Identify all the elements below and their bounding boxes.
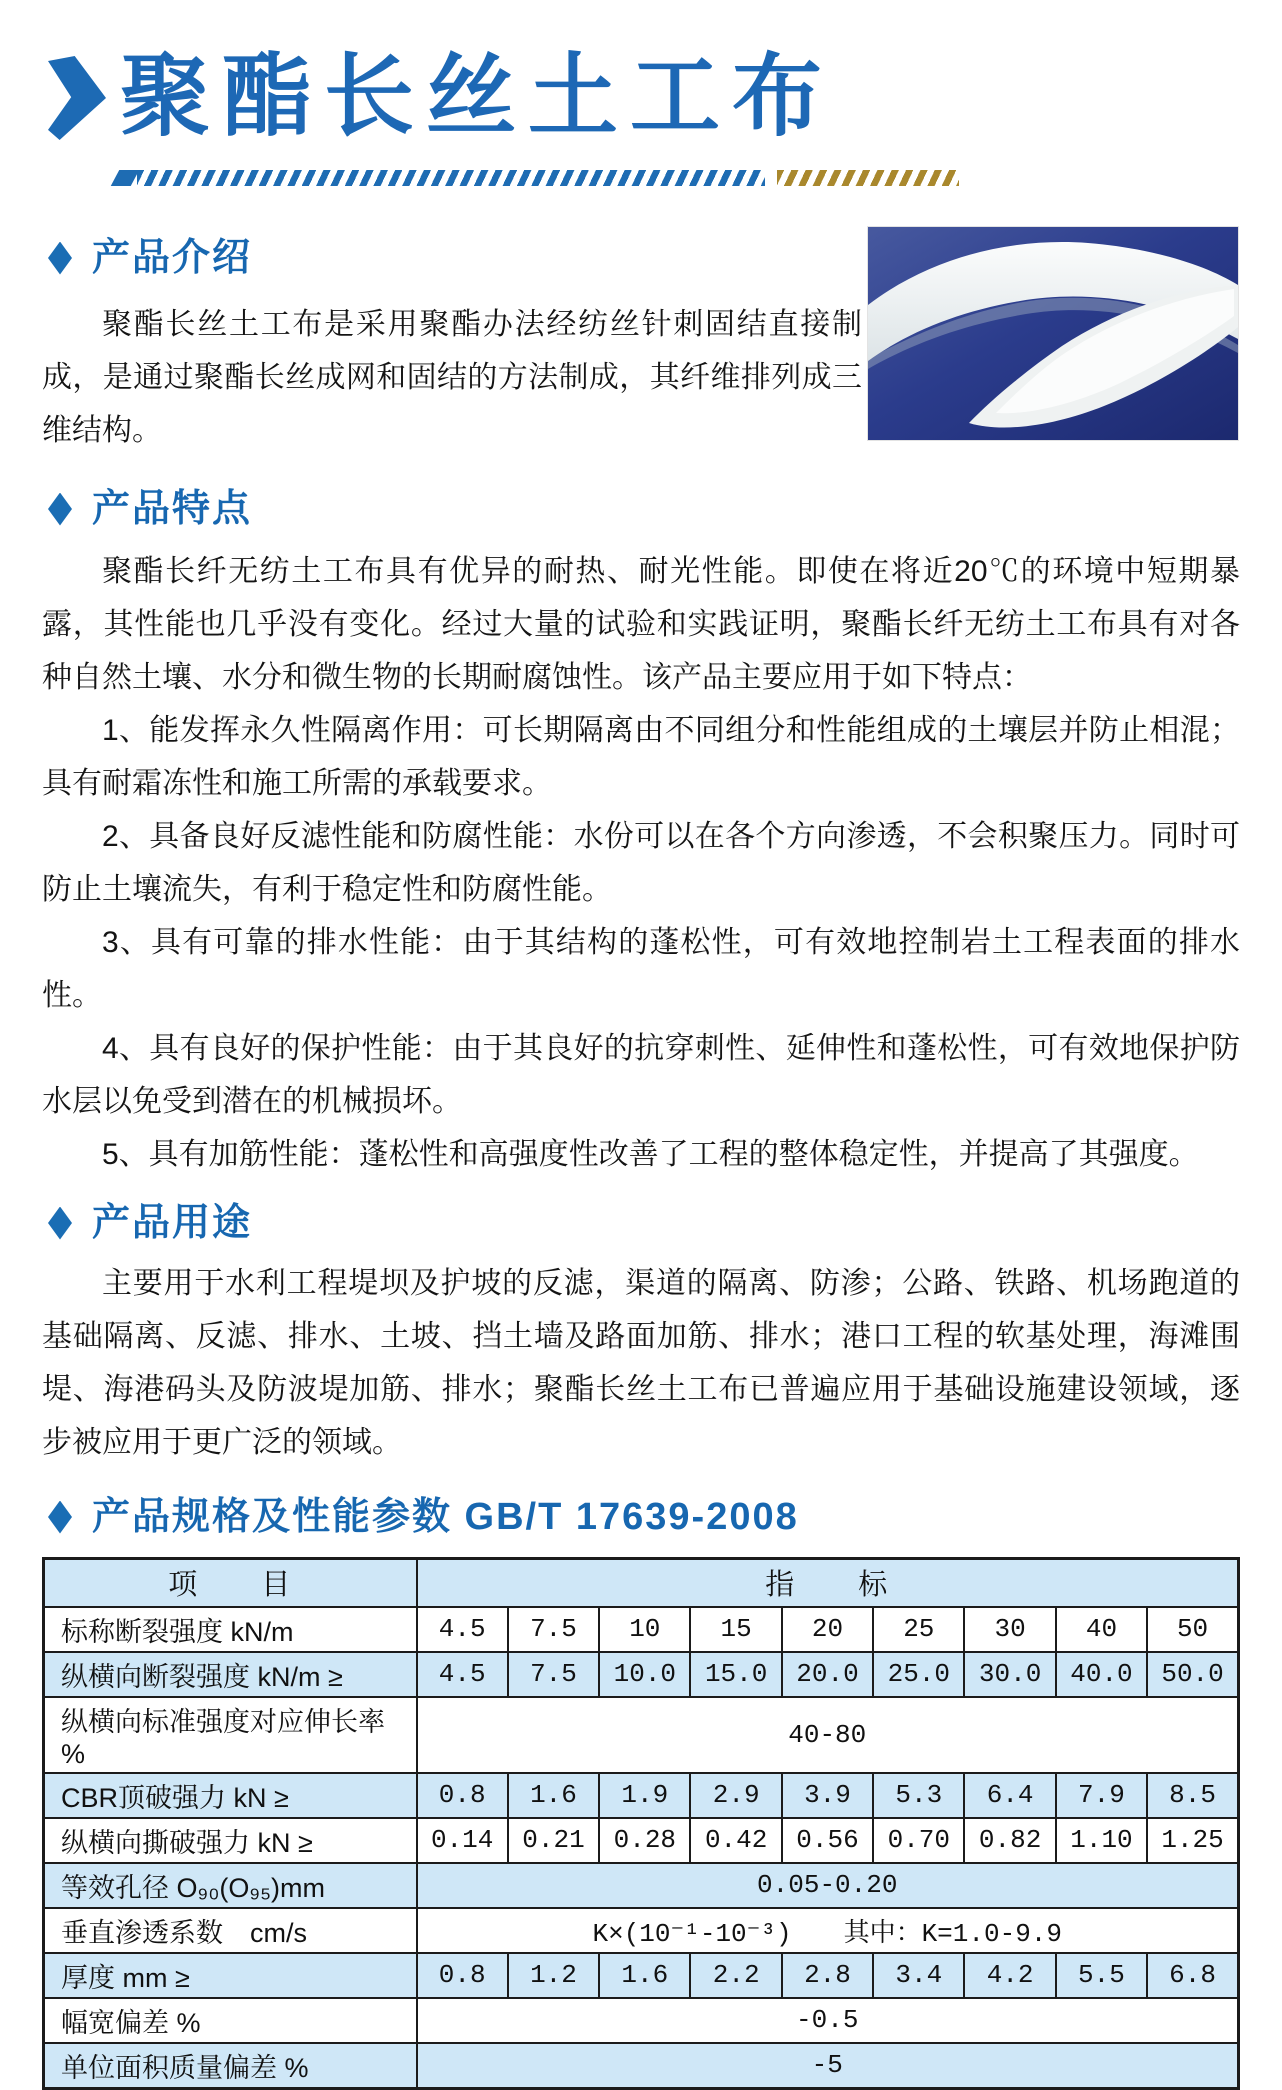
spec-value-cell: 0.70 bbox=[873, 1818, 964, 1863]
features-paragraph: 1、能发挥永久性隔离作用：可长期隔离由不同组分和性能组成的土壤层并防止相混；具有耐霜冻性和施工所需的承载要求。 bbox=[42, 714, 1240, 800]
spec-header-item: 项 目 bbox=[44, 1559, 417, 1607]
spec-value-cell: 4.2 bbox=[964, 1953, 1055, 1998]
spec-table-row bbox=[44, 1998, 1239, 2043]
spec-row-label: 标称断裂强度 kN/m bbox=[44, 1607, 417, 1652]
intro-paragraph: 聚酯长丝土工布是采用聚酯办法经纺丝针刺固结直接制成，是通过聚酯长丝成网和固结的方法制成，其纤维排列成三维结构。 bbox=[42, 308, 862, 447]
spec-value-cell: 2.8 bbox=[782, 1953, 873, 1998]
spec-value-cell: 6.8 bbox=[1147, 1953, 1238, 1998]
diamond-icon bbox=[48, 493, 72, 526]
product-photo bbox=[868, 227, 1238, 440]
spec-table-row bbox=[44, 1773, 1239, 1818]
spec-value-cell: 0.21 bbox=[508, 1818, 599, 1863]
diamond-icon bbox=[48, 1207, 72, 1240]
spec-value-cell: 25.0 bbox=[873, 1652, 964, 1697]
spec-span-cell: 0.05-0.20 bbox=[417, 1863, 1239, 1908]
divider-gold-hatch bbox=[777, 170, 959, 186]
spec-value-cell: 3.9 bbox=[782, 1773, 873, 1818]
uses-heading-text: 产品用途 bbox=[92, 1202, 253, 1244]
spec-value-cell: 20 bbox=[782, 1607, 873, 1652]
spec-span-cell: -0.5 bbox=[417, 1998, 1239, 2043]
spec-value-cell: 3.4 bbox=[873, 1953, 964, 1998]
divider-gap bbox=[765, 170, 777, 186]
spec-value-cell: 2.2 bbox=[690, 1953, 781, 1998]
diamond-icon bbox=[48, 242, 72, 275]
uses-paragraphs bbox=[42, 1257, 1240, 1469]
spec-table-row bbox=[44, 2043, 1239, 2089]
spec-value-cell: 0.14 bbox=[417, 1818, 508, 1863]
spec-row-label: 厚度 mm ≥ bbox=[44, 1953, 417, 1998]
spec-table-row bbox=[44, 1652, 1239, 1697]
spec-value-cell: 1.2 bbox=[508, 1953, 599, 1998]
spec-table-row bbox=[44, 1908, 1239, 1953]
spec-value-cell: 40 bbox=[1056, 1607, 1147, 1652]
spec-value-cell: 10.0 bbox=[599, 1652, 690, 1697]
spec-value-cell: 7.5 bbox=[508, 1652, 599, 1697]
spec-span-cell: -5 bbox=[417, 2043, 1239, 2089]
spec-row-label: 纵横向断裂强度 kN/m ≥ bbox=[44, 1652, 417, 1697]
divider-cap bbox=[111, 170, 140, 186]
features-paragraph: 2、具备良好反滤性能和防腐性能：水份可以在各个方向渗透，不会积聚压力。同时可防止土壤流失，有利于稳定性和防腐性能。 bbox=[42, 820, 1240, 906]
spec-value-cell: 7.9 bbox=[1056, 1773, 1147, 1818]
uses-heading bbox=[42, 1197, 1240, 1249]
spec-value-cell: 50.0 bbox=[1147, 1652, 1238, 1697]
spec-value-cell: 1.9 bbox=[599, 1773, 690, 1818]
spec-value-cell: 0.56 bbox=[782, 1818, 873, 1863]
spec-value-cell: 0.8 bbox=[417, 1953, 508, 1998]
spec-value-cell: 30 bbox=[964, 1607, 1055, 1652]
spec-row-label: CBR顶破强力 kN ≥ bbox=[44, 1773, 417, 1818]
spec-header-indicator: 指 标 bbox=[417, 1559, 1239, 1607]
features-paragraph: 5、具有加筋性能：蓬松性和高强度性改善了工程的整体稳定性，并提高了其强度。 bbox=[102, 1138, 1199, 1171]
spec-value-cell: 1.10 bbox=[1056, 1818, 1147, 1863]
spec-value-cell: 5.3 bbox=[873, 1773, 964, 1818]
page-title: 聚酯长丝土工布 bbox=[120, 48, 834, 147]
spec-value-cell: 30.0 bbox=[964, 1652, 1055, 1697]
spec-table-row bbox=[44, 1697, 1239, 1773]
features-paragraphs bbox=[42, 545, 1240, 1181]
spec-span-cell: K×(10⁻¹-10⁻³) 其中：K=1.0-9.9 bbox=[417, 1908, 1239, 1953]
spec-value-cell: 1.6 bbox=[599, 1953, 690, 1998]
intro-heading-text: 产品介绍 bbox=[92, 237, 253, 279]
diamond-icon bbox=[48, 1501, 72, 1534]
spec-value-cell: 1.25 bbox=[1147, 1818, 1238, 1863]
features-paragraph: 4、具有良好的保护性能：由于其良好的抗穿刺性、延伸性和蓬松性，可有效地保护防水层以免受到潜在的机械损坏。 bbox=[42, 1032, 1240, 1118]
spec-value-cell: 5.5 bbox=[1056, 1953, 1147, 1998]
spec-row-label: 幅宽偏差 % bbox=[44, 1998, 417, 2043]
spec-span-cell: 40-80 bbox=[417, 1697, 1239, 1773]
hatched-divider bbox=[115, 170, 1240, 186]
features-paragraph: 聚酯长纤无纺土工布具有优异的耐热、耐光性能。即使在将近20℃的环境中短期暴露，其性能也几乎没有变化。经过大量的试验和实践证明，聚酯长纤无纺土工布具有对各种自然土壤、水分和微生物的长期耐腐蚀性。该产品主要应用于如下特点： bbox=[42, 555, 1240, 694]
spec-table-row bbox=[44, 1953, 1239, 1998]
features-paragraph: 3、具有可靠的排水性能：由于其结构的蓬松性，可有效地控制岩土工程表面的排水性。 bbox=[42, 926, 1240, 1012]
geotextile-fabric-illustration bbox=[868, 227, 1238, 440]
spec-value-cell: 25 bbox=[873, 1607, 964, 1652]
section-specs bbox=[42, 1491, 1240, 2090]
spec-value-cell: 2.9 bbox=[690, 1773, 781, 1818]
spec-row-label: 单位面积质量偏差 % bbox=[44, 2043, 417, 2089]
spec-value-cell: 8.5 bbox=[1147, 1773, 1238, 1818]
spec-value-cell: 0.28 bbox=[599, 1818, 690, 1863]
uses-paragraph: 主要用于水利工程堤坝及护坡的反滤，渠道的隔离、防渗；公路、铁路、机场跑道的基础隔离、反滤、排水、土坡、挡土墙及路面加筋、排水；港口工程的软基处理，海滩围堤、海港码头及防波堤加筋、排水；聚酯长丝土工布已普遍应用于基础设施建设领域，逐步被应用于更广泛的领域。 bbox=[42, 1267, 1240, 1459]
spec-value-cell: 15 bbox=[690, 1607, 781, 1652]
main-title-row bbox=[48, 46, 1240, 150]
spec-value-cell: 40.0 bbox=[1056, 1652, 1147, 1697]
features-heading bbox=[42, 483, 1240, 535]
divider-blue-hatch bbox=[137, 170, 765, 186]
spec-row-label: 等效孔径 O₉₀(O₉₅)mm bbox=[44, 1863, 417, 1908]
spec-row-label: 纵横向撕破强力 kN ≥ bbox=[44, 1818, 417, 1863]
spec-value-cell: 0.8 bbox=[417, 1773, 508, 1818]
spec-table-header-row bbox=[44, 1559, 1239, 1607]
spec-value-cell: 7.5 bbox=[508, 1607, 599, 1652]
spec-value-cell: 15.0 bbox=[690, 1652, 781, 1697]
spec-value-cell: 4.5 bbox=[417, 1652, 508, 1697]
specs-heading bbox=[42, 1491, 1240, 1543]
spec-value-cell: 10 bbox=[599, 1607, 690, 1652]
spec-value-cell: 4.5 bbox=[417, 1607, 508, 1652]
specs-heading-text: 产品规格及性能参数 GB/T 17639-2008 bbox=[92, 1496, 799, 1538]
title-arrow-icon bbox=[48, 56, 106, 140]
spec-row-label: 垂直渗透系数 cm/s bbox=[44, 1908, 417, 1953]
spec-table-row bbox=[44, 1607, 1239, 1652]
spec-table-row bbox=[44, 1863, 1239, 1908]
spec-value-cell: 0.42 bbox=[690, 1818, 781, 1863]
spec-row-label: 纵横向标准强度对应伸长率 % bbox=[44, 1697, 417, 1773]
section-uses bbox=[42, 1197, 1240, 1469]
section-features bbox=[42, 483, 1240, 1181]
spec-value-cell: 50 bbox=[1147, 1607, 1238, 1652]
spec-value-cell: 0.82 bbox=[964, 1818, 1055, 1863]
spec-value-cell: 20.0 bbox=[782, 1652, 873, 1697]
spec-table-row bbox=[44, 1818, 1239, 1863]
features-heading-text: 产品特点 bbox=[92, 488, 253, 530]
spec-value-cell: 1.6 bbox=[508, 1773, 599, 1818]
spec-value-cell: 6.4 bbox=[964, 1773, 1055, 1818]
spec-table bbox=[42, 1557, 1240, 2090]
